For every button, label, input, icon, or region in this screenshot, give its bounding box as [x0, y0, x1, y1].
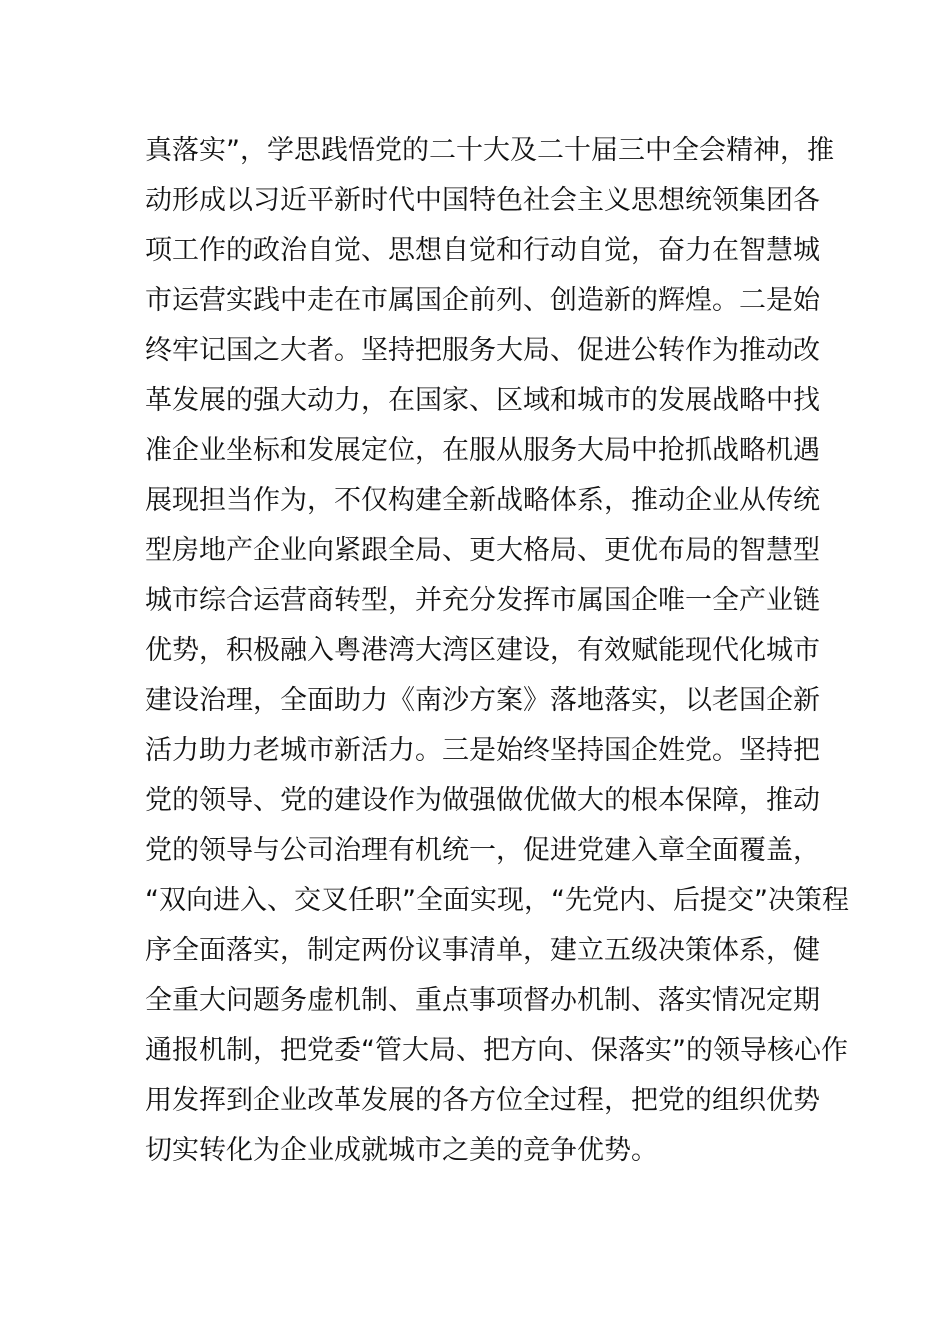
text-line: 革发展的强大动力，在国家、区域和城市的发展战略中找	[145, 385, 820, 416]
text-line: 市运营实践中走在市属国企前列、创造新的辉煌。二是始	[145, 285, 820, 316]
text-line: 通报机制，把党委“管大局、把方向、保落实”的领导核心作	[145, 1035, 848, 1066]
text-line: 切实转化为企业成就城市之美的竞争优势。	[145, 1135, 658, 1166]
text-line: 终牢记国之大者。坚持把服务大局、促进公转作为推动改	[145, 335, 820, 366]
text-line: 用发挥到企业改革发展的各方位全过程，把党的组织优势	[145, 1085, 820, 1116]
text-line: “双向进入、交叉任职”全面实现，“先党内、后提交”决策程	[145, 885, 849, 916]
text-line: 展现担当作为，不仅构建全新战略体系，推动企业从传统	[145, 485, 820, 516]
text-line: 型房地产企业向紧跟全局、更大格局、更优布局的智慧型	[145, 535, 820, 566]
text-line: 党的领导、党的建设作为做强做优做大的根本保障，推动	[145, 785, 820, 816]
text-line: 城市综合运营商转型，并充分发挥市属国企唯一全产业链	[145, 585, 820, 616]
text-line: 党的领导与公司治理有机统一，促进党建入章全面覆盖，	[145, 835, 820, 866]
text-line: 全重大问题务虚机制、重点事项督办机制、落实情况定期	[145, 985, 820, 1016]
text-line: 项工作的政治自觉、思想自觉和行动自觉，奋力在智慧城	[145, 235, 820, 266]
text-line: 优势，积极融入粤港湾大湾区建设，有效赋能现代化城市	[145, 635, 820, 666]
text-line: 活力助力老城市新活力。三是始终坚持国企姓党。坚持把	[145, 735, 820, 766]
text-line: 序全面落实，制定两份议事清单，建立五级决策体系，健	[145, 935, 820, 966]
text-line: 真落实”，学思践悟党的二十大及二十届三中全会精神，推	[145, 135, 834, 166]
text-line: 动形成以习近平新时代中国特色社会主义思想统领集团各	[145, 185, 820, 216]
text-line: 准企业坐标和发展定位，在服从服务大局中抢抓战略机遇	[145, 435, 820, 466]
text-line: 建设治理，全面助力《南沙方案》落地落实，以老国企新	[145, 685, 820, 716]
body-paragraph	[145, 126, 849, 1176]
